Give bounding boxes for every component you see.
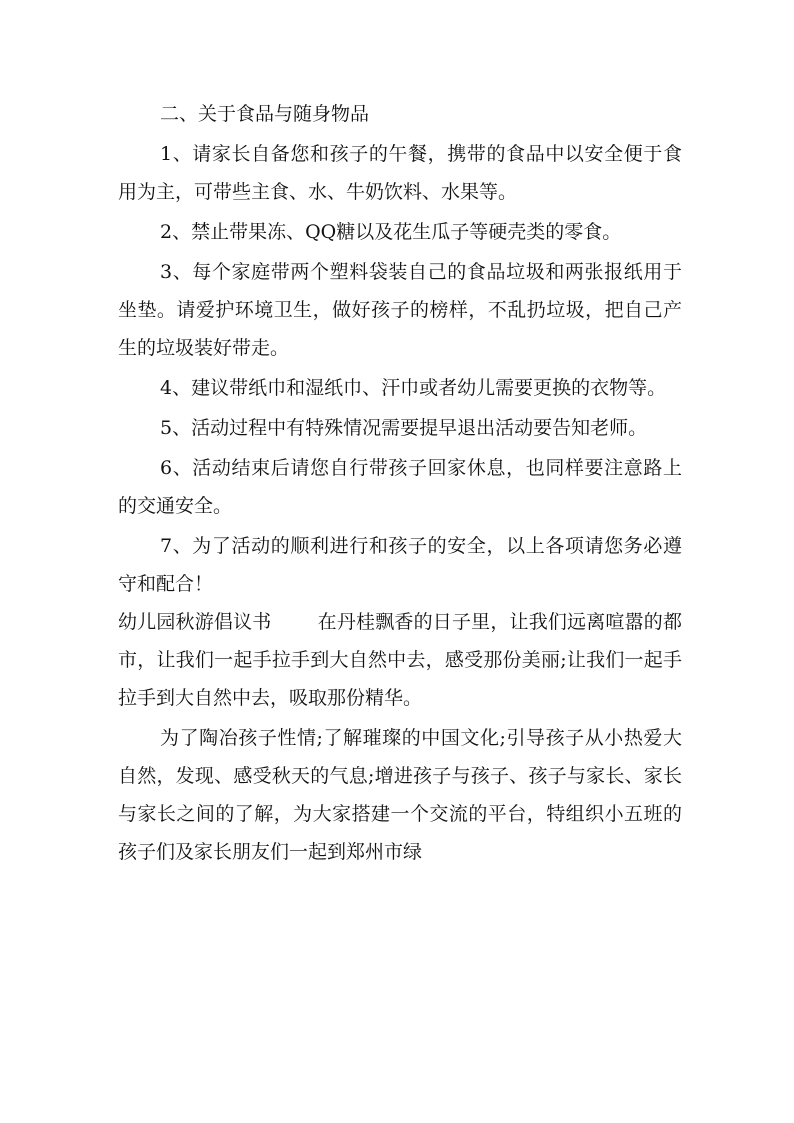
section-heading: 二、关于食品与随身物品	[160, 103, 370, 125]
item-5: 5、活动过程中有特殊情况需要提早退出活动要告知老师。	[160, 417, 648, 439]
proposal-title: 幼儿园秋游倡议书	[118, 611, 272, 633]
item-1: 1、请家长自备您和孩子的午餐，携带的食品中以安全便于食用为主，可带些主食、水、牛奶饮料、水果等。	[118, 143, 682, 203]
item-4: 4、建议带纸巾和湿纸巾、汗巾或者幼儿需要更换的衣物等。	[160, 377, 667, 399]
item-2: 2、禁止带果冻、QQ糖以及花生瓜子等硬壳类的零食。	[160, 221, 622, 243]
proposal-body: 为了陶冶孩子性情;了解璀璨的中国文化;引导孩子从小热爱大自然，发现、感受秋天的气息;增进孩子与孩子、孩子与家长、家长与家长之间的了解，为大家搭建一个交流的平台，特组织小五班的孩子们及家长朋友们一起到郑州市绿	[118, 727, 682, 863]
item-7: 7、为了活动的顺利进行和孩子的安全，以上各项请您务必遵守和配合！	[118, 535, 682, 595]
item-3: 3、每个家庭带两个塑料袋装自己的食品垃圾和两张报纸用于坐垫。请爱护环境卫生，做好孩子的榜样，不乱扔垃圾，把自己产生的垃圾装好带走。	[118, 261, 682, 359]
document-body	[118, 95, 682, 871]
proposal-intro: 在丹桂飘香的日子里，让我们远离喧嚣的都市，让我们一起手拉手到大自然中去，感受那份美丽;让我们一起手拉手到大自然中去，吸取那份精华。	[118, 611, 682, 709]
item-6: 6、活动结束后请您自行带孩子回家休息，也同样要注意路上的交通安全。	[118, 457, 682, 517]
proposal-intro-paragraph	[118, 603, 682, 717]
